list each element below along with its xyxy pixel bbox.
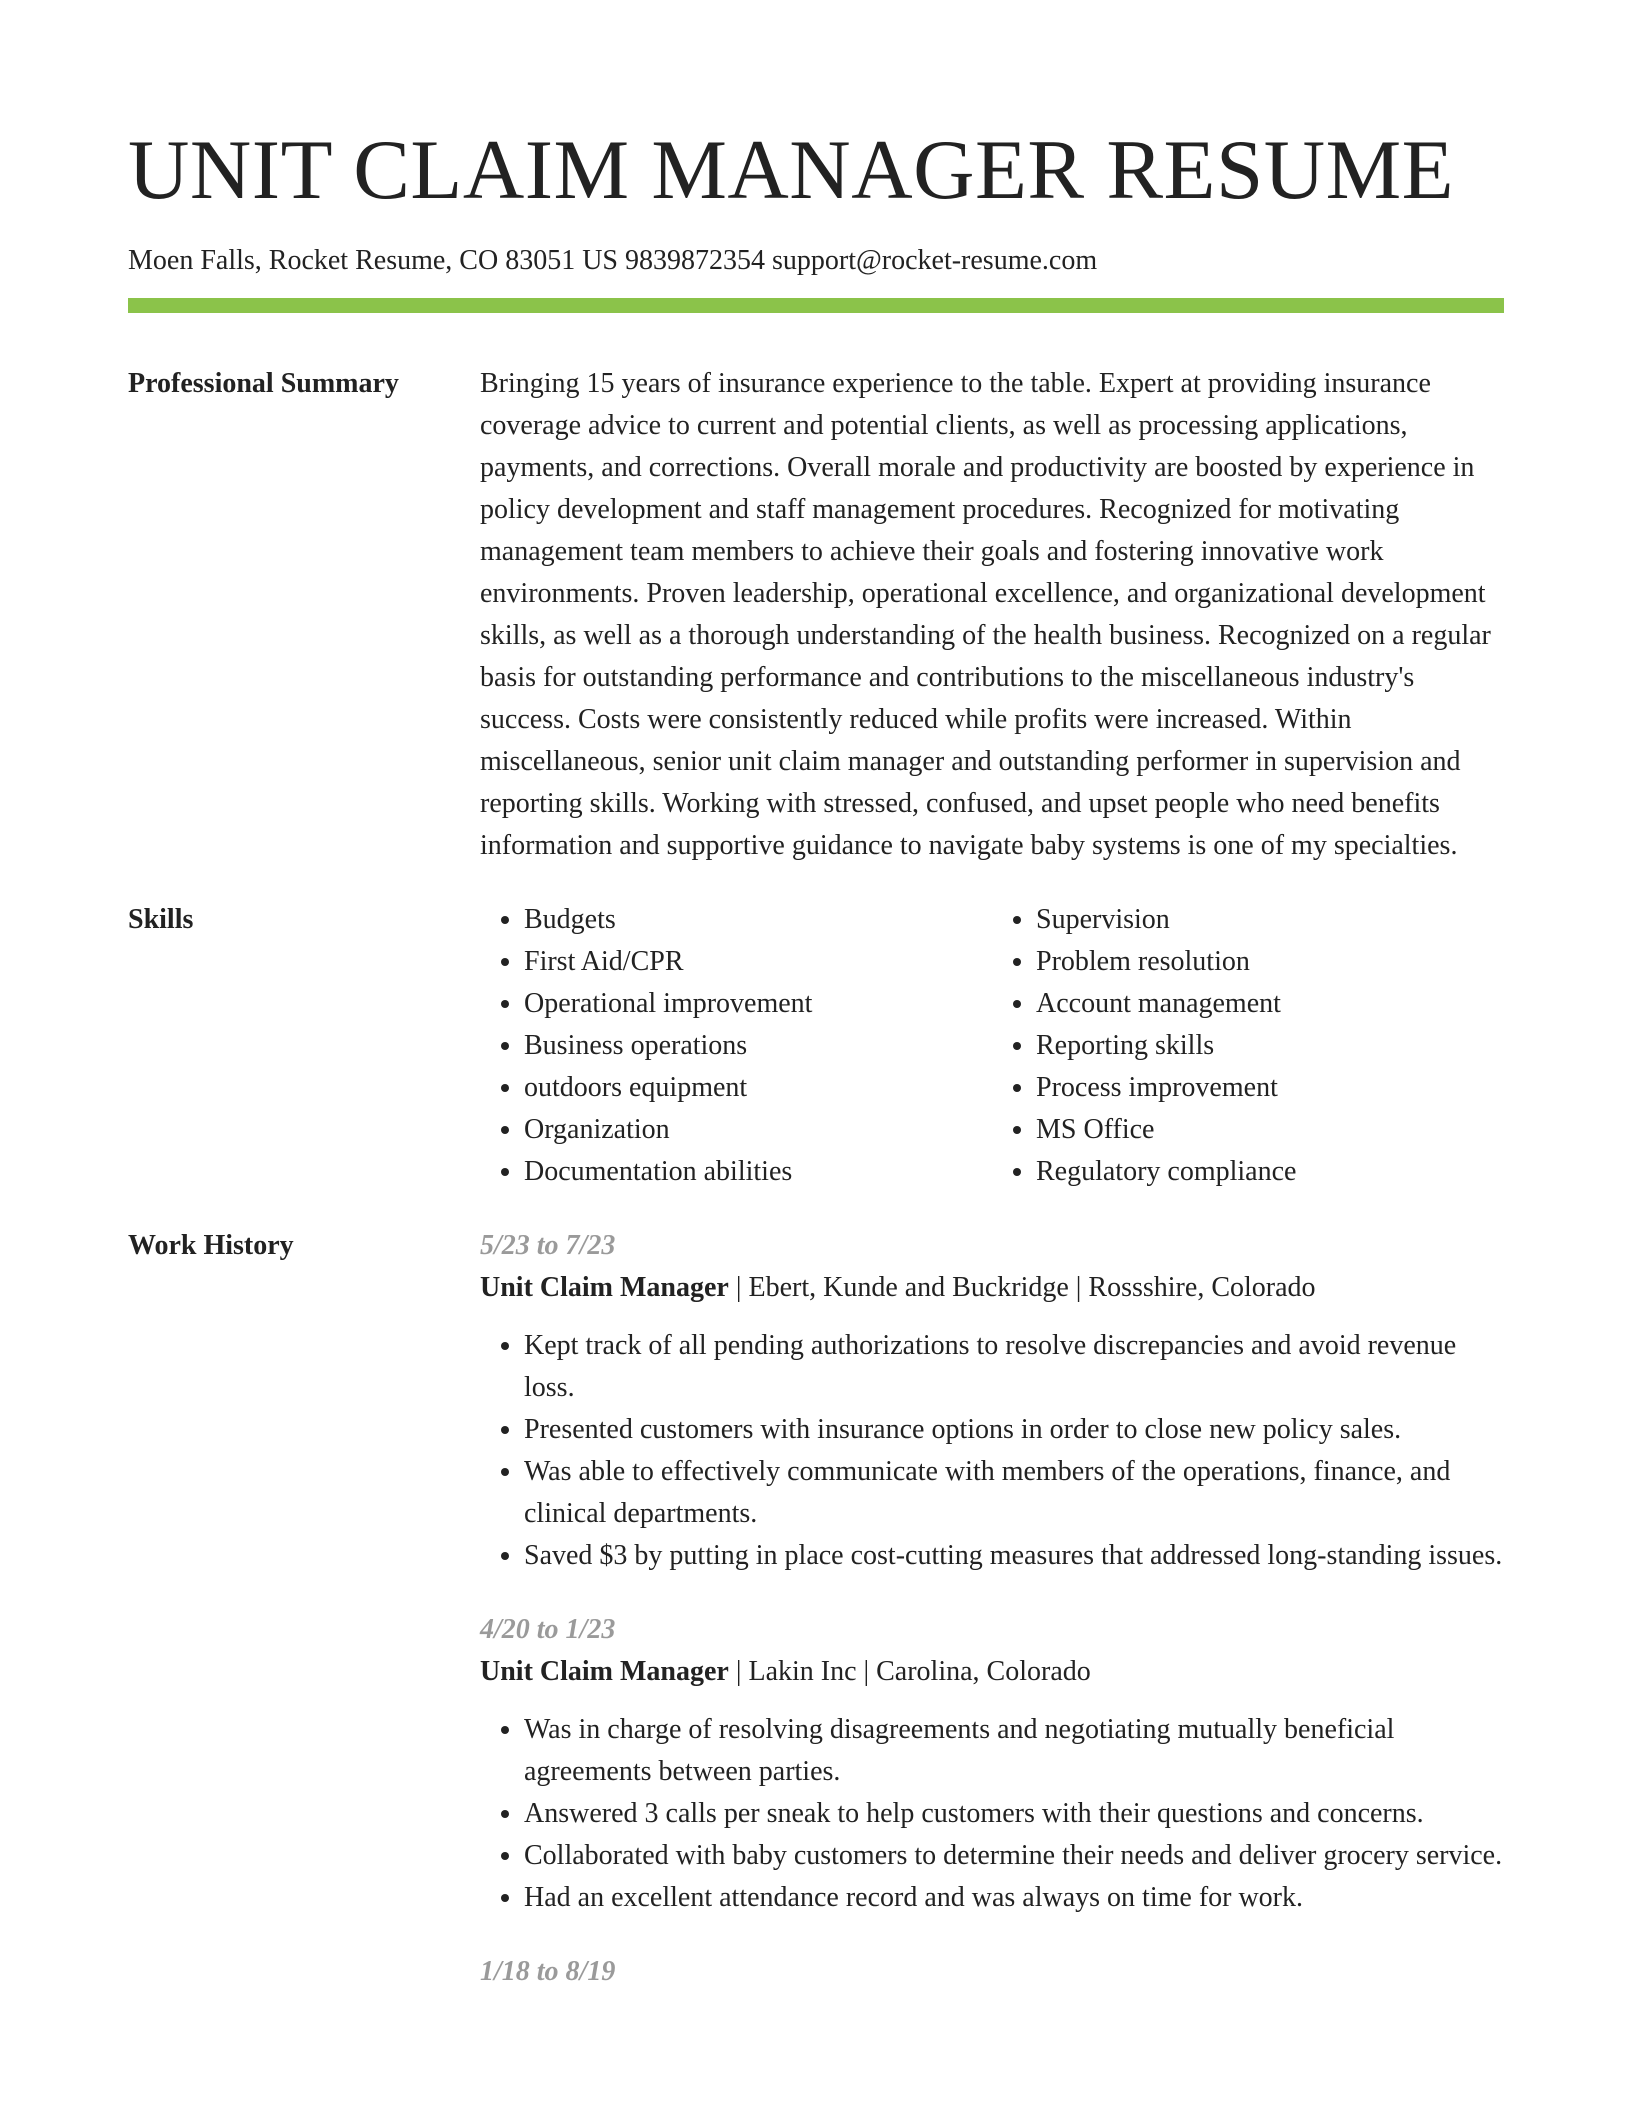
skill-item: • Operational improvement (524, 983, 992, 1025)
job-bullet: • Answered 3 calls per sneak to help customers with their questions and concerns. (524, 1793, 1504, 1835)
page-title: UNIT CLAIM MANAGER RESUME (128, 123, 1455, 217)
skill-item: • Documentation abilities (524, 1151, 992, 1193)
work-history-heading: Work History (128, 1230, 294, 1261)
skills-section (128, 899, 1504, 1193)
job-bullet: • Was able to effectively communicate with members of the operations, finance, and clinical departments. (524, 1451, 1504, 1535)
job-details: | Ebert, Kunde and Buckridge | Rossshire, Colorado (728, 1272, 1316, 1303)
accent-divider (128, 298, 1504, 313)
job-bullet: • Saved $3 by putting in place cost-cutting measures that addressed long-standing issues. (524, 1535, 1504, 1577)
skill-item: • Regulatory compliance (1036, 1151, 1504, 1193)
job-bullet: • Had an excellent attendance record and was always on time for work. (524, 1877, 1504, 1919)
job-dates: 1/18 to 8/19 (480, 1956, 616, 1987)
skill-item: • MS Office (1036, 1109, 1504, 1151)
skill-item: • Supervision (1036, 899, 1504, 941)
job-entry (480, 1951, 1504, 1993)
skills-list-right (992, 899, 1504, 1193)
job-bullet: • Presented customers with insurance options in order to close new policy sales. (524, 1409, 1504, 1451)
job-header (480, 1267, 1504, 1309)
skill-item: • First Aid/CPR (524, 941, 992, 983)
skills-list-left (480, 899, 992, 1193)
skills-heading: Skills (128, 904, 194, 935)
job-entry (480, 1609, 1504, 1919)
job-dates: 5/23 to 7/23 (480, 1230, 616, 1261)
work-history-section (128, 1225, 1504, 2025)
job-bullet: • Collaborated with baby customers to determine their needs and deliver grocery service. (524, 1835, 1504, 1877)
job-title: Unit Claim Manager (480, 1272, 729, 1303)
skill-item: • Problem resolution (1036, 941, 1504, 983)
job-title: Unit Claim Manager (480, 1656, 729, 1687)
job-entry (480, 1225, 1504, 1577)
skill-item: • Account management (1036, 983, 1504, 1025)
contact-line: Moen Falls, Rocket Resume, CO 83051 US 9839872354 support@rocket-resume.com (128, 245, 1098, 276)
summary-heading: Professional Summary (128, 368, 399, 399)
job-bullets (480, 1325, 1504, 1577)
job-bullet: • Kept track of all pending authorizations to resolve discrepancies and avoid revenue loss. (524, 1325, 1504, 1409)
skill-item: • Reporting skills (1036, 1025, 1504, 1067)
skill-item: • Business operations (524, 1025, 992, 1067)
job-details: | Lakin Inc | Carolina, Colorado (728, 1656, 1091, 1687)
skill-item: • Organization (524, 1109, 992, 1151)
summary-text: Bringing 15 years of insurance experience to the table. Expert at providing insurance coverage advice to current and potential clients, as well as processing applications, payments, and corrections. Overall morale and productivity are boosted by experience in policy development and staff management procedures. Recognized for motivating management team members to achieve their goals and fostering innovative work environments. Proven leadership, operational excellence, and organizational development skills, as well as a thorough understanding of the health business. Recognized on a regular basis for outstanding performance and contributions to the miscellaneous industry's success. Costs were consistently reduced while profits were increased. Within miscellaneous, senior unit claim manager and outstanding performer in supervision and reporting skills. Working with stressed, confused, and upset people who need benefits information and supportive guidance to navigate baby systems is one of my specialties. (480, 368, 1491, 861)
summary-section (128, 363, 1504, 867)
job-bullet: • Was in charge of resolving disagreements and negotiating mutually beneficial agreements between parties. (524, 1709, 1504, 1793)
skill-item: • outdoors equipment (524, 1067, 992, 1109)
skill-item: • Budgets (524, 899, 992, 941)
job-bullets (480, 1709, 1504, 1919)
resume-page (128, 0, 1504, 2025)
skill-item: • Process improvement (1036, 1067, 1504, 1109)
job-header (480, 1651, 1504, 1693)
job-dates: 4/20 to 1/23 (480, 1614, 616, 1645)
